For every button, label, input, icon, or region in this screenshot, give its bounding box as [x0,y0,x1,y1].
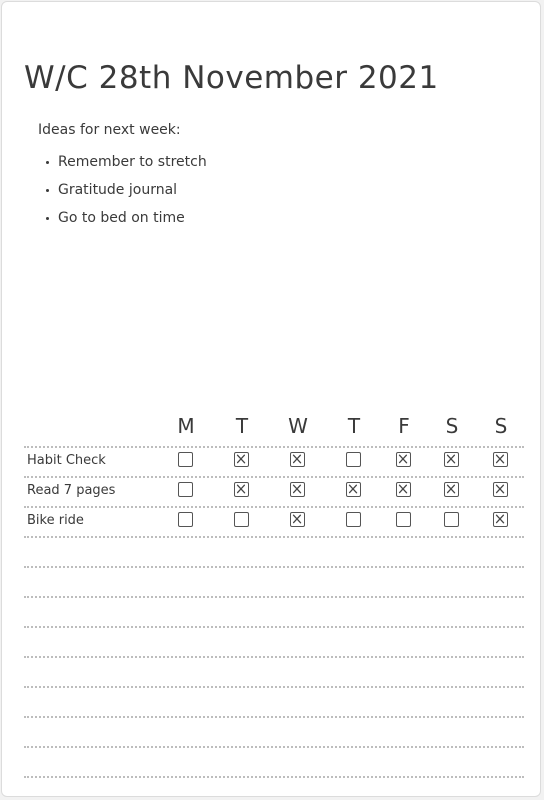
bullet-icon [46,217,49,220]
cross-icon [495,454,505,464]
habit-label: Read 7 pages [27,483,116,498]
day-header: T [347,414,361,438]
blank-line [24,626,524,656]
checkbox-checked[interactable] [234,482,249,497]
page-title: W/C 28th November 2021 [24,60,439,96]
checkbox-checked[interactable] [493,482,508,497]
blank-line [24,566,524,596]
cross-icon [495,484,505,494]
habit-label: Bike ride [27,513,84,528]
ideas-list [46,148,207,232]
cross-icon [398,454,408,464]
day-header: W [288,414,308,438]
habit-rows [24,446,524,778]
checkbox-empty[interactable] [346,452,361,467]
list-item [46,176,207,204]
day-header: T [235,414,249,438]
blank-line [24,596,524,626]
checkbox-empty[interactable] [444,512,459,527]
checkbox-checked[interactable] [444,482,459,497]
habit-row [24,446,524,476]
cross-icon [292,484,302,494]
habit-row [24,476,524,506]
ideas-heading: Ideas for next week: [38,122,181,138]
checkbox-checked[interactable] [234,452,249,467]
day-header: M [177,414,195,438]
cross-icon [446,454,456,464]
cross-icon [236,454,246,464]
checkbox-checked[interactable] [493,512,508,527]
checkbox-checked[interactable] [396,452,411,467]
cross-icon [292,454,302,464]
checkbox-checked[interactable] [396,482,411,497]
idea-text: Remember to stretch [58,154,207,170]
cross-icon [292,514,302,524]
checkbox-empty[interactable] [178,512,193,527]
idea-text: Go to bed on time [58,210,185,226]
cross-icon [446,484,456,494]
checkbox-empty[interactable] [234,512,249,527]
blank-line [24,746,524,778]
cross-icon [236,484,246,494]
bullet-icon [46,189,49,192]
habit-tracker [24,414,524,778]
checkbox-empty[interactable] [396,512,411,527]
checkbox-empty[interactable] [346,512,361,527]
checkbox-checked[interactable] [290,452,305,467]
bullet-icon [46,161,49,164]
day-header: F [398,414,410,438]
cross-icon [398,484,408,494]
blank-line [24,686,524,716]
cross-icon [348,484,358,494]
checkbox-empty[interactable] [178,452,193,467]
list-item [46,148,207,176]
habit-row [24,506,524,536]
idea-text: Gratitude journal [58,182,178,198]
habit-label: Habit Check [27,453,106,468]
cross-icon [495,514,505,524]
checkbox-checked[interactable] [290,482,305,497]
checkbox-checked[interactable] [493,452,508,467]
weekday-header [24,414,524,446]
list-item [46,204,207,232]
blank-line [24,716,524,746]
checkbox-empty[interactable] [178,482,193,497]
checkbox-checked[interactable] [290,512,305,527]
day-header: S [445,414,459,438]
blank-line [24,656,524,686]
checkbox-checked[interactable] [444,452,459,467]
checkbox-checked[interactable] [346,482,361,497]
journal-page [1,1,541,797]
day-header: S [494,414,508,438]
blank-line [24,536,524,566]
